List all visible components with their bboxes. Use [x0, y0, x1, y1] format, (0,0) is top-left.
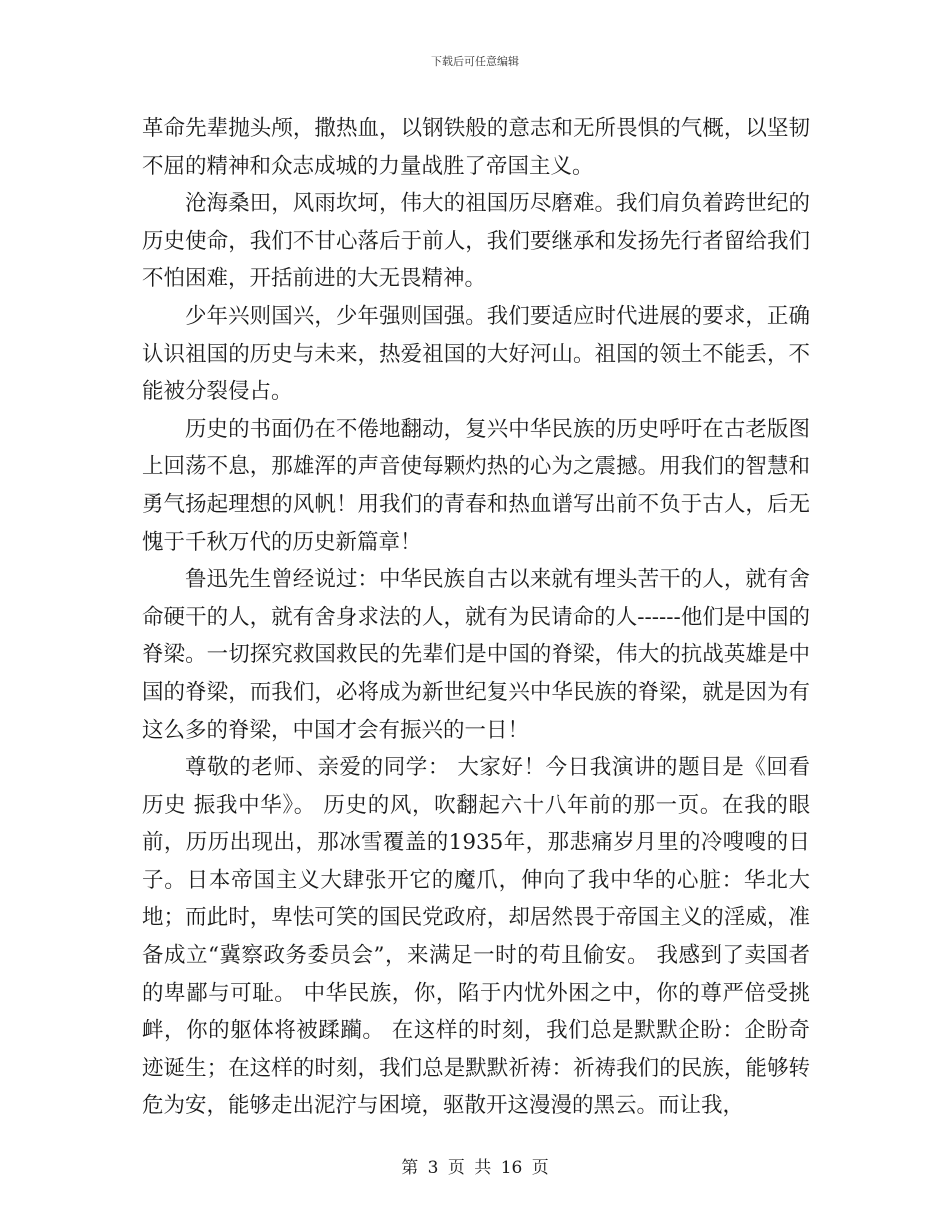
paragraph-continuation: 革命先辈抛头颅，撒热血，以钢铁般的意志和无所畏惧的气概，以坚韧不屈的精神和众志成城的力量战胜了帝国主义。 [142, 116, 810, 179]
page-number-footer: 第 3 页 共 16 页 [401, 1158, 549, 1178]
paragraph: 鲁迅先生曾经说过：中华民族自古以来就有埋头苦干的人，就有舍命硬干的人，就有舍身求法的人，就有为民请命的人------他们是中国的脊梁。一切探究救国救民的先辈们是中国的脊梁，伟大的抗战英雄是中国的脊梁，而我们，必将成为新世纪复兴中华民族的脊梁，就是因为有这么多的脊梁，中国才会有振兴的一日！ [142, 567, 810, 743]
paragraph: 历史的书面仍在不倦地翻动，复兴中华民族的历史呼吁在古老版图上回荡不息，那雄浑的声音使每颗灼热的心为之震撼。用我们的智慧和勇气扬起理想的风帆！用我们的青春和热血谱写出前不负于古人，后无愧于千秋万代的历史新篇章！ [142, 416, 810, 555]
paragraph: 少年兴则国兴，少年强则国强。我们要适应时代进展的要求，正确认识祖国的历史与未来，热爱祖国的大好河山。祖国的领土不能丢，不能被分裂侵占。 [142, 303, 810, 405]
paragraph: 尊敬的老师、亲爱的同学： 大家好！今日我演讲的题目是《回看历史 振我中华》。 历史的风，吹翻起六十八年前的那一页。在我的眼前，历历出现出，那冰雪覆盖的1935年，那悲痛岁月里的冷嗖嗖的日子。日本帝国主义大肆张开它的魔爪，伸向了我中华的心脏：华北大地；而此时，卑怯可笑的国民党政府，却居然畏于帝国主义的淫威，准备成立“冀察政务委员会”，来满足一时的苟且偷安。 我感到了卖国者的卑鄙与可耻。 中华民族，你，陷于内忧外困之中，你的尊严倍受挑衅，你的躯体将被蹂躏。 在这样的时刻，我们总是默默企盼：企盼奇迹诞生；在这样的时刻，我们总是默默祈祷：祈祷我们的民族，能够转危为安，能够走出泥泞与困境，驱散开这漫漫的黑云。而让我， [142, 755, 810, 1119]
document-body [142, 110, 810, 1125]
paragraph: 沧海桑田，风雨坎坷，伟大的祖国历尽磨难。我们肩负着跨世纪的历史使命，我们不甘心落后于前人，我们要继承和发扬先行者留给我们不怕困难，开括前进的大无畏精神。 [142, 191, 810, 292]
page-header-note: 下载后可任意编辑 [431, 55, 519, 68]
